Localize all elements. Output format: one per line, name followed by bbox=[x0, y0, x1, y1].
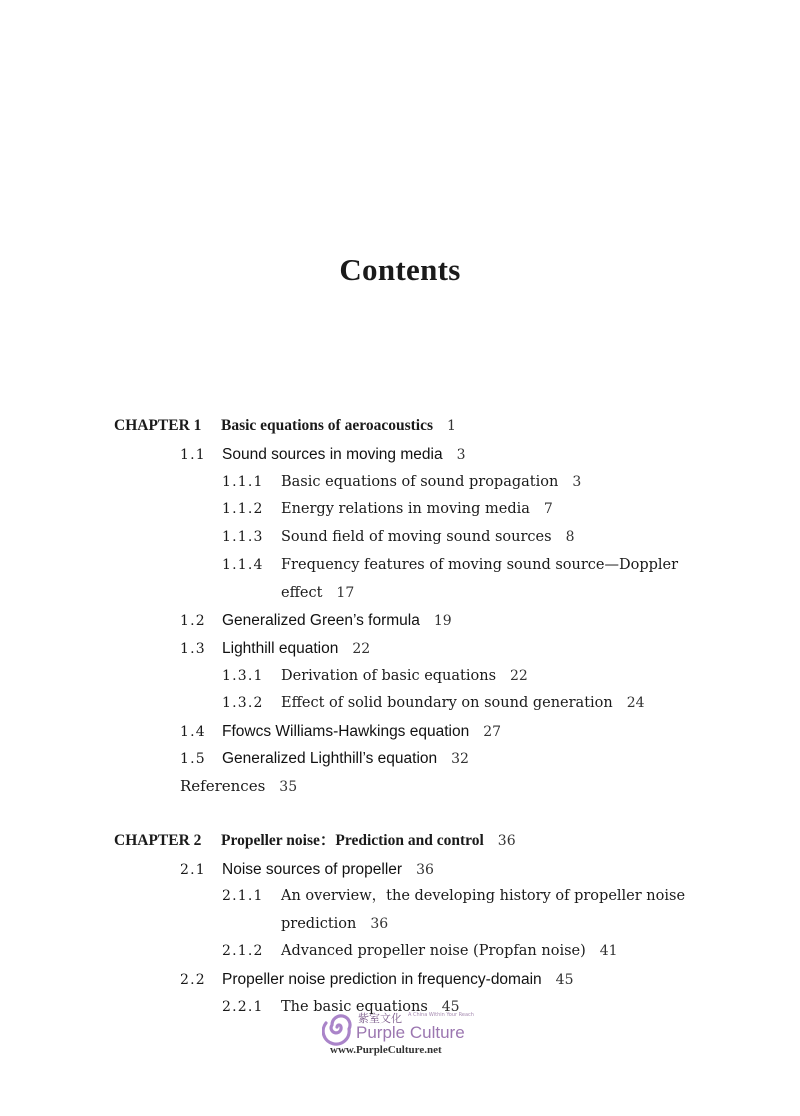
page-number: 35 bbox=[279, 779, 298, 795]
toc-chapter-2[interactable] bbox=[114, 831, 516, 851]
toc-section-2-2[interactable] bbox=[180, 969, 573, 990]
page-number: 22 bbox=[510, 668, 528, 684]
subsection-number: 2.1.1 bbox=[222, 888, 264, 904]
toc-section-1-2[interactable] bbox=[180, 610, 452, 631]
page-number: 7 bbox=[543, 501, 553, 517]
section-number: 1.5 bbox=[180, 751, 206, 767]
section-number: 2.1 bbox=[180, 862, 206, 878]
section-title: Noise sources of propeller bbox=[222, 861, 403, 878]
section-number: 1.4 bbox=[180, 724, 206, 740]
page-number: 45 bbox=[555, 972, 574, 988]
subsection-number: 1.1.2 bbox=[222, 501, 264, 517]
page-number: 3 bbox=[456, 447, 466, 463]
page-number: 36 bbox=[370, 916, 389, 932]
subsection-title: Energy relations in moving media bbox=[281, 501, 530, 517]
watermark-url: www.PurpleCulture.net bbox=[330, 1044, 442, 1056]
section-number: 1.1 bbox=[180, 447, 206, 463]
subsection-number: 1.3.1 bbox=[222, 668, 264, 684]
page-number: 27 bbox=[483, 724, 502, 740]
page-number: 45 bbox=[441, 999, 460, 1015]
page-number: 8 bbox=[565, 529, 575, 545]
toc-chapter-1[interactable] bbox=[114, 416, 456, 436]
page-number: 3 bbox=[572, 474, 582, 490]
toc-subsection-1-1-4-continued[interactable] bbox=[281, 583, 354, 603]
chapter-number: CHAPTER 1 bbox=[114, 417, 202, 434]
page-number: 36 bbox=[416, 862, 434, 878]
toc-subsection-2-1-2[interactable] bbox=[222, 941, 618, 961]
page-number: 36 bbox=[497, 833, 516, 849]
section-title: Generalized Lighthill’s equation bbox=[222, 750, 438, 767]
toc-subsection-1-3-2[interactable] bbox=[222, 693, 645, 713]
page-title: Contents bbox=[339, 252, 461, 287]
chapter-number: CHAPTER 2 bbox=[114, 832, 202, 849]
toc-section-1-4[interactable] bbox=[180, 721, 501, 742]
watermark-tagline: A China Within Your Reach bbox=[408, 1012, 474, 1018]
section-title: Propeller noise prediction in frequency-domain bbox=[222, 971, 542, 988]
section-number: 1.2 bbox=[180, 613, 206, 629]
page-number: 24 bbox=[626, 695, 645, 711]
page-number: 32 bbox=[451, 751, 469, 767]
subsection-number: 2.2.1 bbox=[222, 999, 264, 1015]
toc-references-1[interactable] bbox=[180, 776, 297, 797]
toc-section-2-1[interactable] bbox=[180, 859, 434, 880]
subsection-title: Advanced propeller noise (Propfan noise) bbox=[281, 943, 586, 959]
toc-subsection-1-1-2[interactable] bbox=[222, 499, 553, 519]
page-number: 22 bbox=[352, 641, 371, 657]
subsection-title: An overview，the developing history of propeller noise bbox=[281, 888, 686, 904]
subsection-number: 1.1.1 bbox=[222, 474, 264, 490]
section-title: Ffowcs Williams-Hawkings equation bbox=[222, 723, 470, 740]
section-title: Generalized Green’s formula bbox=[222, 612, 420, 629]
section-number: 1.3 bbox=[180, 641, 206, 657]
subsection-title: Basic equations of sound propagation bbox=[281, 474, 559, 490]
page-number: 1 bbox=[446, 418, 456, 434]
subsection-number: 1.3.2 bbox=[222, 695, 264, 711]
toc-subsection-1-3-1[interactable] bbox=[222, 666, 528, 686]
page-number: 19 bbox=[433, 613, 452, 629]
page-number: 17 bbox=[336, 585, 355, 601]
toc-subsection-1-1-4[interactable] bbox=[222, 555, 678, 575]
references-title: References bbox=[180, 777, 266, 795]
toc-subsection-1-1-1[interactable] bbox=[222, 472, 581, 492]
subsection-title-continued: prediction bbox=[281, 916, 357, 932]
toc-section-1-5[interactable] bbox=[180, 748, 469, 769]
subsection-title: Frequency features of moving sound source—Doppler bbox=[281, 557, 679, 573]
toc-subsection-2-1-1[interactable] bbox=[222, 886, 685, 906]
subsection-number: 2.1.2 bbox=[222, 943, 264, 959]
subsection-number: 1.1.4 bbox=[222, 557, 264, 573]
toc-section-1-1[interactable] bbox=[180, 444, 466, 465]
section-title: Sound sources in moving media bbox=[222, 446, 443, 463]
toc-subsection-2-1-1-continued[interactable] bbox=[281, 914, 388, 934]
chapter-title: Basic equations of aeroacoustics bbox=[221, 417, 433, 434]
section-title: Lighthill equation bbox=[222, 640, 339, 657]
toc-section-1-3[interactable] bbox=[180, 638, 370, 659]
section-number: 2.2 bbox=[180, 972, 206, 988]
chapter-title: Propeller noise：Prediction and control bbox=[221, 832, 484, 849]
swirl-logo-icon bbox=[322, 1008, 356, 1046]
subsection-title: Derivation of basic equations bbox=[281, 668, 497, 684]
toc-subsection-1-1-3[interactable] bbox=[222, 527, 575, 547]
subsection-title-continued: effect bbox=[281, 585, 323, 601]
subsection-number: 1.1.3 bbox=[222, 529, 264, 545]
subsection-title: Effect of solid boundary on sound generation bbox=[281, 695, 613, 711]
watermark-chinese-name: 紫室文化 bbox=[358, 1012, 402, 1025]
purple-culture-watermark bbox=[322, 1004, 492, 1064]
subsection-title: The basic equations bbox=[281, 999, 428, 1015]
page-number: 41 bbox=[599, 943, 618, 959]
watermark-brand-name: Purple Culture bbox=[356, 1023, 465, 1042]
subsection-title: Sound field of moving sound sources bbox=[281, 529, 552, 545]
